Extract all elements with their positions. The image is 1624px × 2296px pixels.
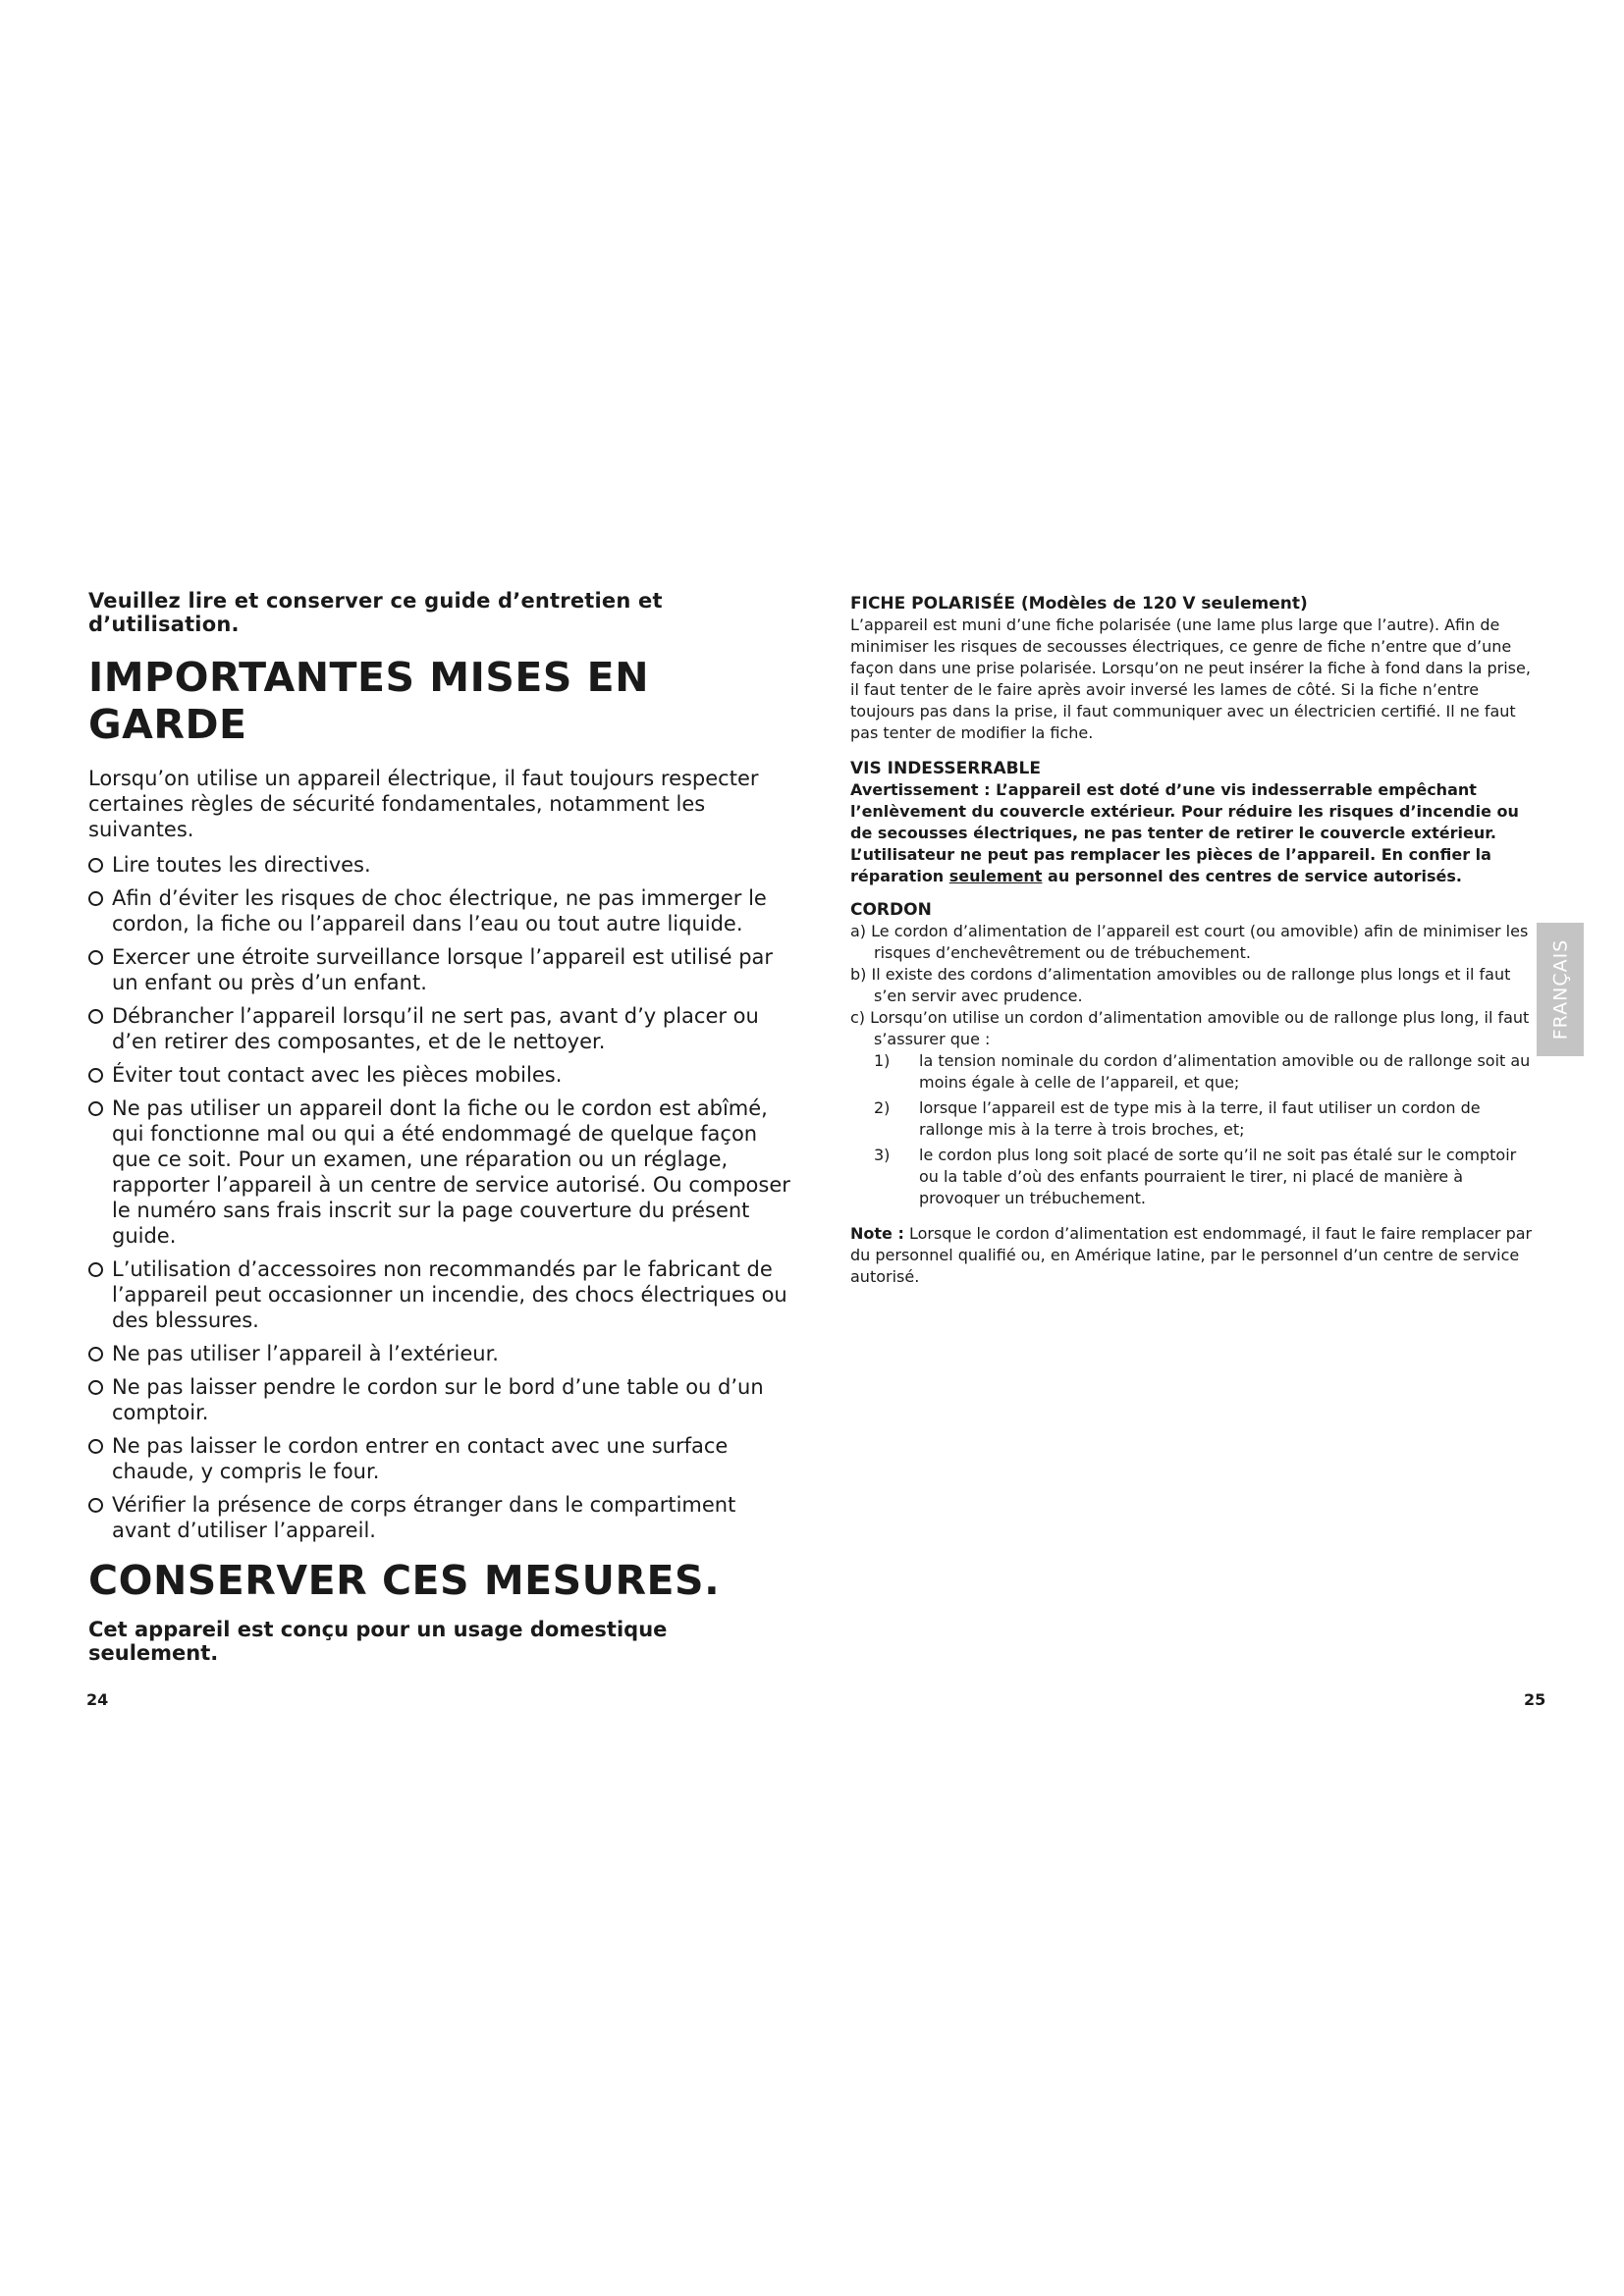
list-item: Ne pas laisser pendre le cordon sur le bord d’une table ou d’un comptoir. [88,1374,795,1425]
language-tab [1537,923,1584,1056]
cord-heading: CORDON [850,900,932,920]
circle-bullet-icon [88,1498,103,1513]
household-use-note: Cet appareil est conçu pour un usage domestique seulement. [88,1618,668,1665]
circle-bullet-icon [88,1439,103,1454]
keep-instructions-title: CONSERVER CES MESURES. [88,1557,721,1604]
tamper-screw-heading: VIS INDESSERRABLE [850,759,1041,778]
left-page-content [88,589,795,1665]
circle-bullet-icon [88,858,103,873]
circle-bullet-icon [88,1262,103,1277]
read-guide-notice: Veuillez lire et conserver ce guide d’entretien et d’utilisation. [88,589,663,636]
note-paragraph: Note : Lorsque le cordon d’alimentation est endommagé, il faut le faire remplacer par du personnel qualifié ou, en Amérique latine, par le personnel d’un centre de service autorisé. [850,1224,1533,1286]
list-item: Débrancher l’appareil lorsqu’il ne sert pas, avant d’y placer ou d’en retirer des composantes, et de le nettoyer. [88,1003,795,1054]
cord-subitem: 1) la tension nominale du cordon d’alimentation amovible ou de rallonge soit au moins égale à celle de l’appareil, et que; [874,1051,1531,1092]
list-item: Lire toutes les directives. [88,852,795,878]
cord-subitem: 2) lorsque l’appareil est de type mis à la terre, il faut utiliser un cordon de rallonge mis à la terre à trois broches, et; [874,1098,1481,1139]
list-item: Vérifier la présence de corps étranger dans le compartiment avant d’utiliser l’appareil. [88,1492,795,1543]
circle-bullet-icon [88,1347,103,1362]
circle-bullet-icon [88,950,103,965]
list-item: Éviter tout contact avec les pièces mobiles. [88,1062,795,1088]
polarized-plug-text: L’appareil est muni d’une fiche polarisée (une lame plus large que l’autre). Afin de minimiser les risques de secousses électriques, ce genre de fiche n’entre que d’une façon dans une prise polarisée. Lorsqu’on ne peut insérer la fiche à fond dans la prise, il faut tenter de le faire après avoir inversé les lames de côté. Si la fiche n’entre toujours pas dans la prise, il faut communiquer avec un électricien certifié. Il ne faut pas tenter de modifier la fiche. [850,615,1531,742]
circle-bullet-icon [88,891,103,906]
list-item: Ne pas laisser le cordon entrer en contact avec une surface chaude, y compris le four. [88,1433,795,1484]
list-item: Ne pas utiliser l’appareil à l’extérieur. [88,1341,795,1366]
underlined-word: seulement [948,867,1043,885]
circle-bullet-icon [88,1380,103,1395]
cord-item-b: b) Il existe des cordons d’alimentation amovibles ou de rallonge plus longs et il faut s’en servir avec prudence. [850,965,1511,1005]
right-page-content [850,593,1538,1288]
circle-bullet-icon [88,1101,103,1116]
list-item: L’utilisation d’accessoires non recommandés par le fabricant de l’appareil peut occasionner un incendie, des chocs électriques ou des blessures. [88,1256,795,1333]
safeguards-intro: Lorsqu’on utilise un appareil électrique, il faut toujours respecter certaines règles de sécurité fondamentales, notamment les suivantes. [88,767,759,841]
page-number-right: 25 [1524,1690,1546,1709]
tamper-screw-warning: Avertissement : L’appareil est doté d’une vis indesserrable empêchant l’enlèvement du couvercle extérieur. Pour réduire les risques d’incendie ou de secousses électriques, ne pas tenter de retirer le couvercle extérieur. L’utilisateur ne peut pas remplacer les pièces de l’appareil. En confier la réparation seulement au personnel des centres de service autorisés. [850,780,1519,885]
list-item: Exercer une étroite surveillance lorsque l’appareil est utilisé par un enfant ou près d’un enfant. [88,944,795,995]
safeguards-title: IMPORTANTES MISES EN GARDE [88,654,650,748]
list-item: Afin d’éviter les risques de choc électrique, ne pas immerger le cordon, la fiche ou l’appareil dans l’eau ou tout autre liquide. [88,885,795,936]
polarized-plug-heading: FICHE POLARISÉE (Modèles de 120 V seulement) [850,594,1308,614]
safeguards-list [88,852,795,1543]
language-tab-label: FRANÇAIS [1549,938,1571,1041]
cord-item-c: c) Lorsqu’on utilise un cordon d’alimentation amovible ou de rallonge plus long, il faut s’assurer que : [850,1008,1530,1048]
page-number-left: 24 [86,1690,109,1709]
cord-subitem: 3) le cordon plus long soit placé de sorte qu’il ne soit pas étalé sur le comptoir ou la table d’où des enfants pourraient le tirer, ni placé de manière à provoquer un trébuchement. [874,1146,1517,1207]
list-item: Ne pas utiliser un appareil dont la fiche ou le cordon est abîmé, qui fonctionne mal ou qui a été endommagé de quelque façon que ce soit. Pour un examen, une réparation ou un réglage, rapporter l’appareil à un centre de service autorisé. Ou composer le numéro sans frais inscrit sur la page couverture du présent guide. [88,1095,795,1249]
circle-bullet-icon [88,1009,103,1024]
cord-item-a: a) Le cordon d’alimentation de l’appareil est court (ou amovible) afin de minimiser les risques d’enchevêtrement ou de trébuchement. [850,922,1529,962]
circle-bullet-icon [88,1068,103,1083]
